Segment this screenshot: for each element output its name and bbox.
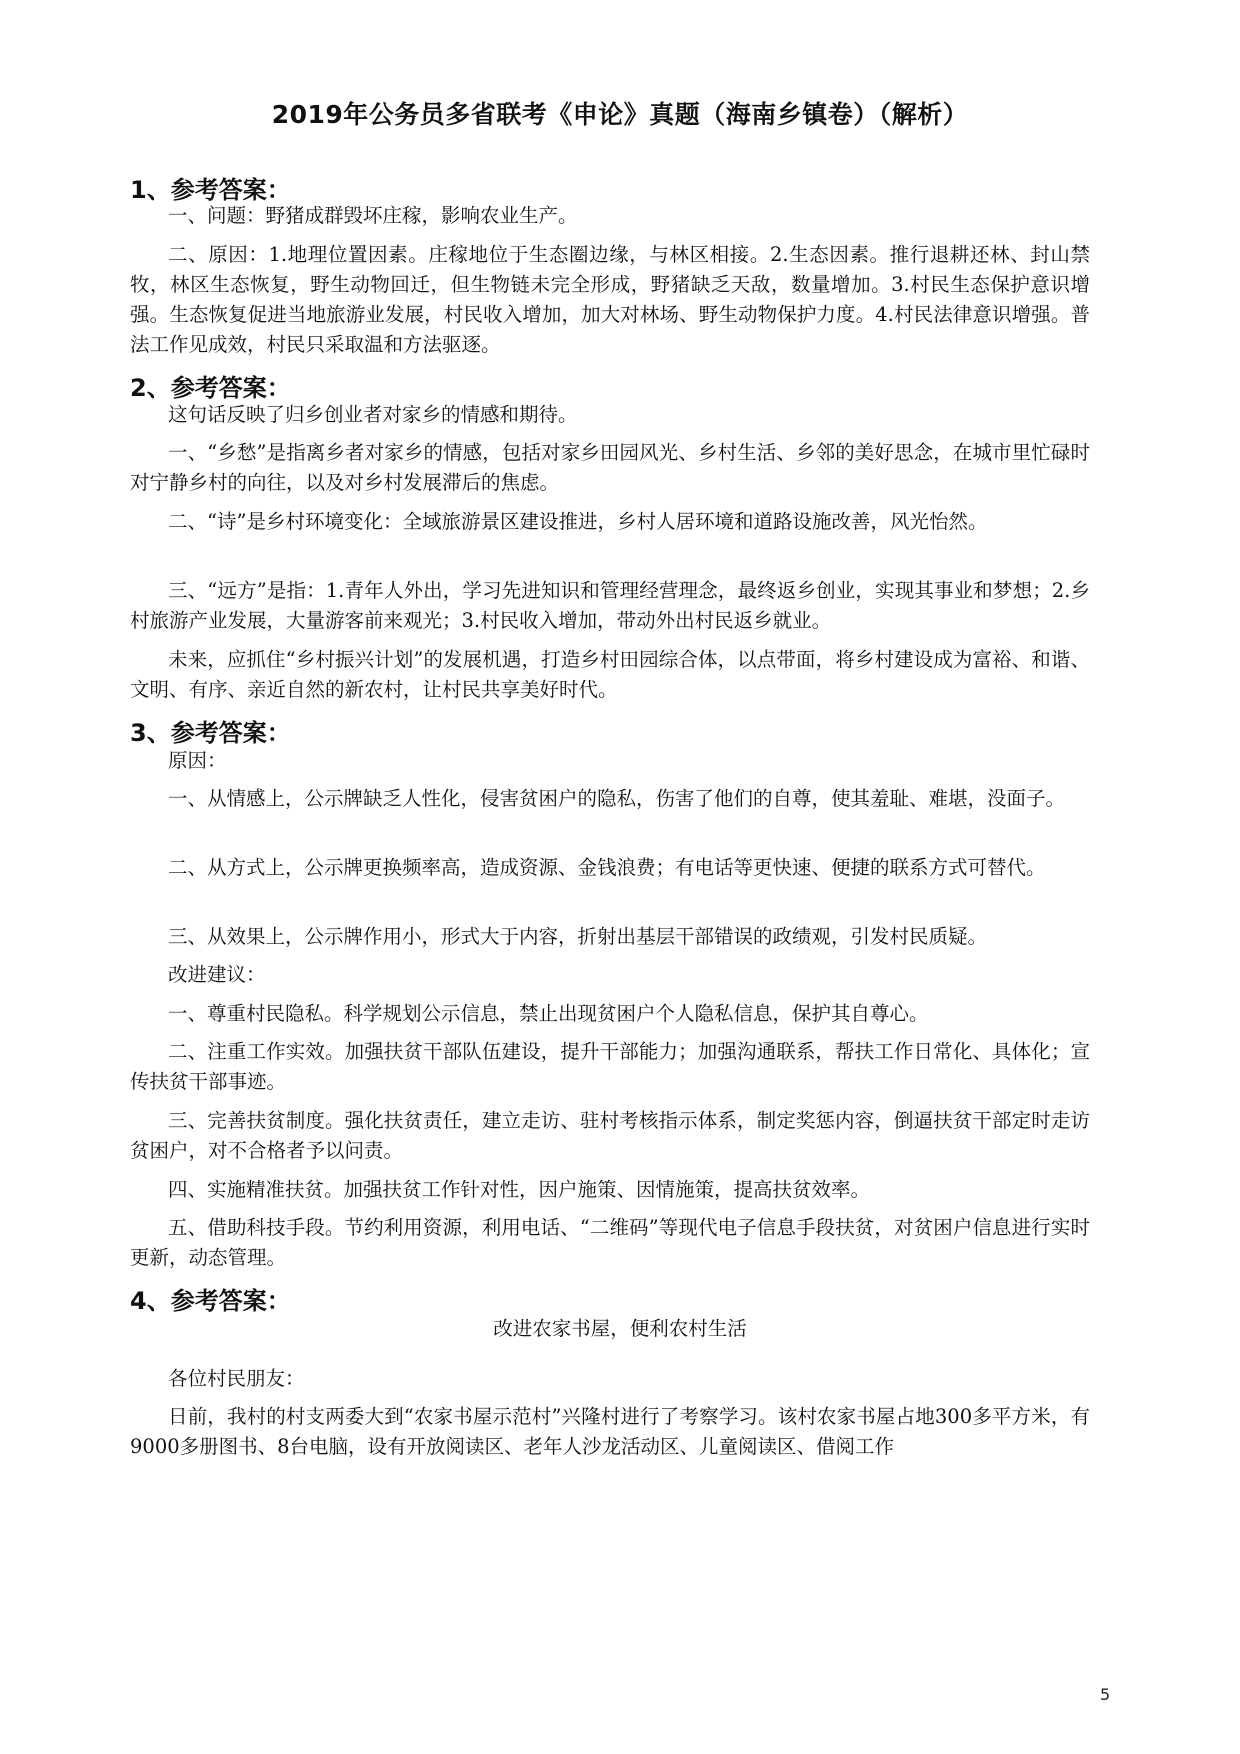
section-3-paragraph: 二、注重工作实效。加强扶贫干部队伍建设，提升干部能力；加强沟通联系，帮扶工作日常化、具体化；宣传扶贫干部事迹。 xyxy=(130,1040,1090,1093)
section-1-paragraph: 一、问题：野猪成群毁坏庄稼，影响农业生产。 xyxy=(168,204,578,227)
section-4-paragraph: 各位村民朋友： xyxy=(168,1367,305,1390)
section-2-paragraph: 三、“远方”是指：1.青年人外出，学习先进知识和管理经营理念，最终返乡创业，实现其事业和梦想；2.乡村旅游产业发展，大量游客前来观光；3.村民收入增加，带动外出村民返乡就业。 xyxy=(130,579,1090,632)
section-3-paragraph: 三、从效果上，公示牌作用小，形式大于内容，折射出基层干部错误的政绩观，引发村民质疑。 xyxy=(168,925,988,948)
section-2-paragraph: 二、“诗”是乡村环境变化：全域旅游景区建设推进，乡村人居环境和道路设施改善，风光怡然。 xyxy=(168,510,988,533)
section-3-paragraph: 三、完善扶贫制度。强化扶贫责任，建立走访、驻村考核指示体系，制定奖惩内容，倒逼扶贫干部定时走访贫困户，对不合格者予以问责。 xyxy=(130,1109,1090,1162)
page-number: 5 xyxy=(1100,1685,1111,1704)
section-3-paragraph: 二、从方式上，公示牌更换频率高，造成资源、金钱浪费；有电话等更快速、便捷的联系方式可替代。 xyxy=(168,856,1046,879)
section-3-heading: 3、参考答案： xyxy=(130,719,291,747)
section-3-paragraph: 原因： xyxy=(168,749,227,772)
section-2-paragraph: 这句话反映了归乡创业者对家乡的情感和期待。 xyxy=(168,403,578,426)
section-3-paragraph: 一、尊重村民隐私。科学规划公示信息，禁止出现贫困户个人隐私信息，保护其自尊心。 xyxy=(168,1002,929,1025)
section-3-paragraph: 改进建议： xyxy=(168,963,266,986)
section-1-paragraph: 二、原因：1.地理位置因素。庄稼地位于生态圈边缘，与林区相接。2.生态因素。推行退耕还林、封山禁牧，林区生态恢复，野生动物回迁，但生物链未完全形成，野猪缺乏天敌，数量增加。3.村民生态保护意识增强。生态恢复促进当地旅游业发展，村民收入增加，加大对林场、野生动物保护力度。4.村民法律意识增强。普法工作见成效，村民只采取温和方法驱逐。 xyxy=(130,243,1090,356)
section-4-heading: 4、参考答案： xyxy=(130,1287,291,1315)
section-3-paragraph: 一、从情感上，公示牌缺乏人性化，侵害贫困户的隐私，伤害了他们的自尊，使其羞耻、难堪，没面子。 xyxy=(168,787,1066,810)
section-2-heading: 2、参考答案： xyxy=(130,374,291,402)
section-4-subtitle: 改进农家书屋，便利农村生活 xyxy=(493,1317,747,1340)
section-2-paragraph: 未来，应抓住“乡村振兴计划”的发展机遇，打造乡村田园综合体，以点带面，将乡村建设成为富裕、和谐、文明、有序、亲近自然的新农村，让村民共享美好时代。 xyxy=(130,648,1090,701)
section-2-paragraph: 一、“乡愁”是指离乡者对家乡的情感，包括对家乡田园风光、乡村生活、乡邻的美好思念，在城市里忙碌时对宁静乡村的向往，以及对乡村发展滞后的焦虑。 xyxy=(130,441,1090,494)
section-1-heading: 1、参考答案： xyxy=(130,176,291,204)
document-title: 2019年公务员多省联考《申论》真题（海南乡镇卷）（解析） xyxy=(271,100,969,129)
section-4-paragraph: 日前，我村的村支两委大到“农家书屋示范村”兴隆村进行了考察学习。该村农家书屋占地300多平方米，有9000多册图书、8台电脑，设有开放阅读区、老年人沙龙活动区、儿童阅读区、借阅工作 xyxy=(130,1405,1090,1458)
section-3-paragraph: 四、实施精准扶贫。加强扶贫工作针对性，因户施策、因情施策，提高扶贫效率。 xyxy=(168,1178,871,1201)
section-3-paragraph: 五、借助科技手段。节约利用资源，利用电话、“二维码”等现代电子信息手段扶贫，对贫困户信息进行实时更新，动态管理。 xyxy=(130,1216,1090,1269)
